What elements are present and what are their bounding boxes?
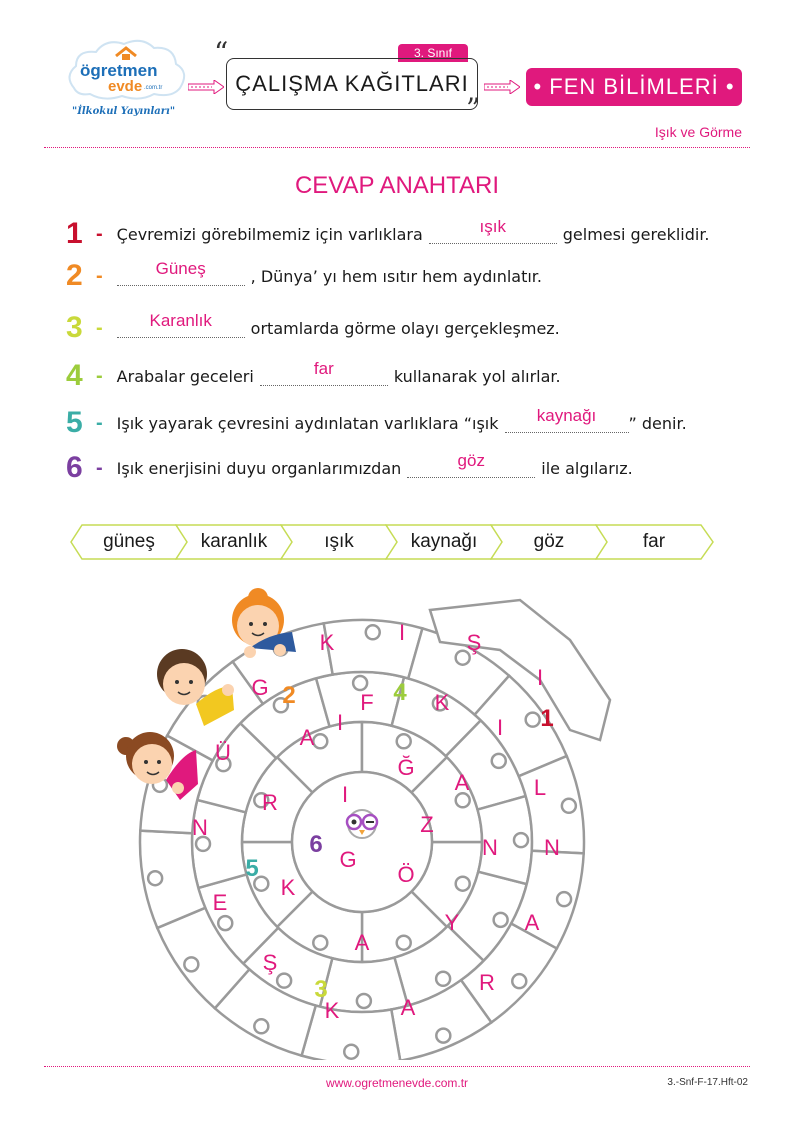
puzzle-number: 6 — [309, 831, 323, 858]
answer-blank — [260, 358, 388, 386]
question-number: 1 — [66, 217, 83, 250]
answer-text: göz — [457, 450, 485, 470]
puzzle-letter: I — [496, 715, 504, 740]
puzzle-letter: F — [360, 690, 374, 715]
question-text: Işık yayarak çevresini aydınlatan varlıklara “ışık — [116, 413, 499, 433]
question-3: 3 - Karanlık ortamlarda görme olayı gerçekleşmez. — [66, 310, 560, 344]
word-chip-label: göz — [533, 531, 565, 552]
question-number: 3 — [66, 311, 83, 344]
puzzle-knob — [397, 936, 411, 950]
word-chip — [175, 524, 293, 560]
puzzle-number: 5 — [245, 855, 259, 882]
question-number: 5 — [66, 406, 83, 439]
puzzle-knob — [436, 1029, 450, 1043]
puzzle-number: 4 — [393, 679, 407, 706]
puzzle-knob — [562, 799, 576, 813]
puzzle-letter: Z — [420, 812, 434, 837]
puzzle-letter: A — [299, 725, 315, 750]
word-chip — [490, 524, 608, 560]
puzzle-knob — [357, 994, 371, 1008]
question-text: Arabalar geceleri — [116, 366, 254, 386]
word-chip — [70, 524, 188, 560]
puzzle-number: 2 — [282, 682, 296, 709]
svg-text:evde: evde — [108, 78, 143, 95]
puzzle-letter: R — [479, 970, 495, 995]
puzzle-letter: I — [336, 710, 344, 735]
owl-icon — [347, 810, 377, 838]
puzzle-letter: I — [398, 620, 406, 645]
puzzle-letter: R — [262, 790, 278, 815]
word-chip — [385, 524, 503, 560]
puzzle-letter: I — [341, 782, 349, 807]
word-chip-label: ışık — [324, 531, 354, 552]
close-quote: ” — [466, 92, 481, 125]
puzzle-letter: A — [454, 770, 470, 795]
puzzle-knob — [254, 1019, 268, 1033]
puzzle-letter: K — [324, 998, 340, 1023]
girl-bottom-icon — [117, 732, 198, 800]
answer-key-title: CEVAP ANAHTARI — [294, 172, 500, 199]
boy-icon — [157, 649, 234, 726]
question-text: gelmesi gereklidir. — [562, 224, 710, 244]
word-chip-label: far — [642, 531, 666, 552]
kids-illustration — [100, 570, 320, 810]
puzzle-knob — [456, 793, 470, 807]
puzzle-knob — [344, 1045, 358, 1059]
question-4: 4 - Arabalar geceleri far kullanarak yol alırlar. — [66, 358, 561, 392]
puzzle-letter: L — [533, 775, 547, 800]
question-6: 6 - Işık enerjisini duyu organlarımızdan göz ile algılarız. — [66, 450, 633, 484]
puzzle-letter: Y — [444, 910, 460, 935]
puzzle-letter: A — [524, 910, 540, 935]
puzzle-knob — [514, 833, 528, 847]
svg-text:ögretmen: ögretmen — [80, 61, 158, 80]
puzzle-knob — [456, 877, 470, 891]
puzzle-letter: G — [251, 675, 269, 700]
question-text: kullanarak yol alırlar. — [393, 366, 561, 386]
puzzle-letter: G — [339, 847, 357, 872]
answer-text: far — [313, 358, 334, 378]
question-1: 1 - Çevremizi görebilmemiz için varlıklara ışık gelmesi gereklidir. — [66, 216, 710, 250]
puzzle-letter: Ğ — [397, 755, 415, 780]
question-5: 5 - Işık yayarak çevresini aydınlatan varlıklara “ışık kaynağı ” denir. — [66, 405, 687, 439]
svg-text:.com.tr: .com.tr — [144, 85, 163, 91]
puzzle-knob — [512, 974, 526, 988]
puzzle-knob — [557, 892, 571, 906]
puzzle-letter: Ş — [262, 950, 278, 975]
footer-url: www.ogretmenevde.com.tr — [325, 1076, 469, 1090]
topic-label: Işık ve Görme — [654, 124, 742, 140]
puzzle-knob — [494, 913, 508, 927]
puzzle-knob — [436, 972, 450, 986]
puzzle-knob — [277, 974, 291, 988]
puzzle-number: 3 — [314, 976, 328, 1003]
open-quote: “ — [214, 36, 229, 69]
puzzle-knob — [313, 936, 327, 950]
answer-blank — [429, 216, 557, 244]
footer-code: 3.-Snf-F-17.Hft-02 — [667, 1077, 748, 1088]
puzzle-knob — [353, 676, 367, 690]
answer-text: Karanlık — [149, 310, 212, 330]
puzzle-letter: A — [400, 995, 416, 1020]
answer-blank — [407, 450, 535, 478]
puzzle-knob — [218, 916, 232, 930]
puzzle-letter: N — [482, 835, 498, 860]
puzzle-knob — [397, 734, 411, 748]
answer-text: ışık — [479, 216, 506, 236]
answer-text: Güneş — [155, 258, 206, 278]
question-text: , Dünya’ yı hem ısıtır hem aydınlatır. — [250, 266, 542, 286]
word-chip-label: karanlık — [200, 531, 268, 552]
question-number: 6 — [66, 451, 83, 484]
logo — [62, 36, 192, 124]
question-text: ” denir. — [628, 413, 687, 433]
puzzle-letter: N — [544, 835, 560, 860]
arrow-icon — [484, 80, 520, 94]
question-text: ile algılarız. — [541, 458, 633, 478]
footer-divider — [44, 1066, 750, 1067]
word-chip — [280, 524, 398, 560]
puzzle-letter: K — [280, 875, 296, 900]
answer-blank — [117, 310, 245, 338]
question-text: Çevremizi görebilmemiz için varlıklara — [116, 224, 423, 244]
puzzle-letter: E — [212, 890, 228, 915]
grade-tab: 3. Sınıf — [398, 44, 468, 62]
word-chip-label: güneş — [103, 531, 155, 552]
puzzle-letter: Ü — [215, 740, 231, 765]
puzzle-knob — [366, 625, 380, 639]
answer-blank — [117, 258, 245, 286]
puzzle-knob — [184, 957, 198, 971]
puzzle-letter: I — [536, 665, 544, 690]
question-2: 2 - Güneş , Dünya’ yı hem ısıtır hem aydınlatır. — [66, 258, 542, 292]
puzzle-knob — [492, 754, 506, 768]
question-number: 4 — [66, 359, 83, 392]
puzzle-knob — [526, 713, 540, 727]
question-number: 2 — [66, 259, 83, 292]
header-divider — [44, 147, 750, 148]
puzzle-knob — [148, 871, 162, 885]
puzzle-letter: Ş — [466, 630, 482, 655]
question-text: ortamlarda görme olayı gerçekleşmez. — [250, 318, 560, 338]
puzzle-letter: K — [434, 690, 450, 715]
word-chip — [595, 524, 713, 560]
puzzle-number: 1 — [540, 705, 554, 732]
question-text: Işık enerjisini duyu organlarımızdan — [116, 458, 402, 478]
svg-text:"İlkokul Yayınları": "İlkokul Yayınları" — [72, 106, 176, 117]
puzzle-letter: A — [354, 930, 370, 955]
answer-text: kaynağı — [536, 405, 597, 425]
arrow-icon — [188, 80, 224, 94]
puzzle-letter: Ö — [397, 862, 415, 887]
puzzle-letter: K — [319, 630, 335, 655]
subject-badge: • FEN BİLİMLERİ • — [526, 68, 742, 106]
puzzle-letter: N — [192, 815, 208, 840]
word-chip-label: kaynağı — [410, 531, 478, 552]
page-title: ÇALIŞMA KAĞITLARI — [226, 58, 478, 110]
answer-blank — [505, 405, 629, 433]
girl-top-icon — [232, 588, 296, 658]
